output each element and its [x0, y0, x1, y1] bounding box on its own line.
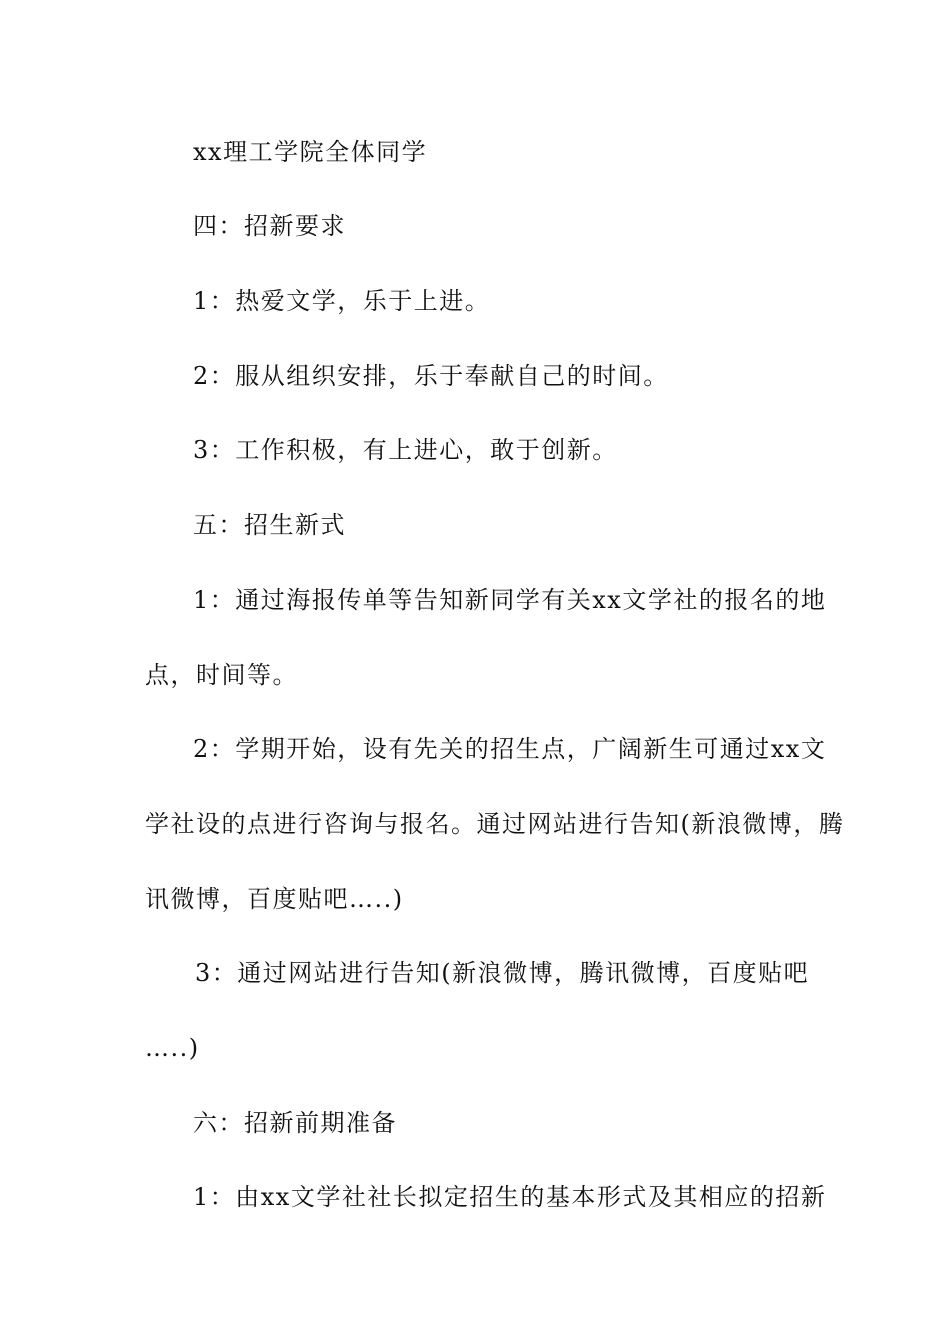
text-line: xx理工学院全体同学	[193, 138, 428, 166]
section-heading: 四：招新要求	[193, 212, 346, 240]
text-line: 2：服从组织安排，乐于奉献自己的时间。	[193, 362, 669, 390]
text-line: 3：工作积极，有上进心，敢于创新。	[193, 436, 618, 464]
text-line: 1：由xx文学社社长拟定招生的基本形式及其相应的招新	[193, 1183, 827, 1211]
text-line: 2：学期开始，设有先关的招生点，广阔新生可通过xx文	[193, 735, 827, 763]
text-line: …..)	[145, 1034, 200, 1062]
text-line: 讯微博，百度贴吧…..)	[145, 885, 404, 913]
text-line: 1：热爱文学，乐于上进。	[193, 287, 491, 315]
text-line: 1：通过海报传单等告知新同学有关xx文学社的报名的地	[193, 586, 827, 614]
section-heading: 五：招生新式	[193, 511, 346, 539]
text-line: 3：通过网站进行告知(新浪微博，腾讯微博，百度贴吧	[195, 959, 810, 987]
section-heading: 六：招新前期准备	[193, 1109, 397, 1137]
text-line: 点，时间等。	[145, 661, 298, 689]
text-line: 学社设的点进行咨询与报名。通过网站进行告知(新浪微博，腾	[145, 810, 845, 838]
